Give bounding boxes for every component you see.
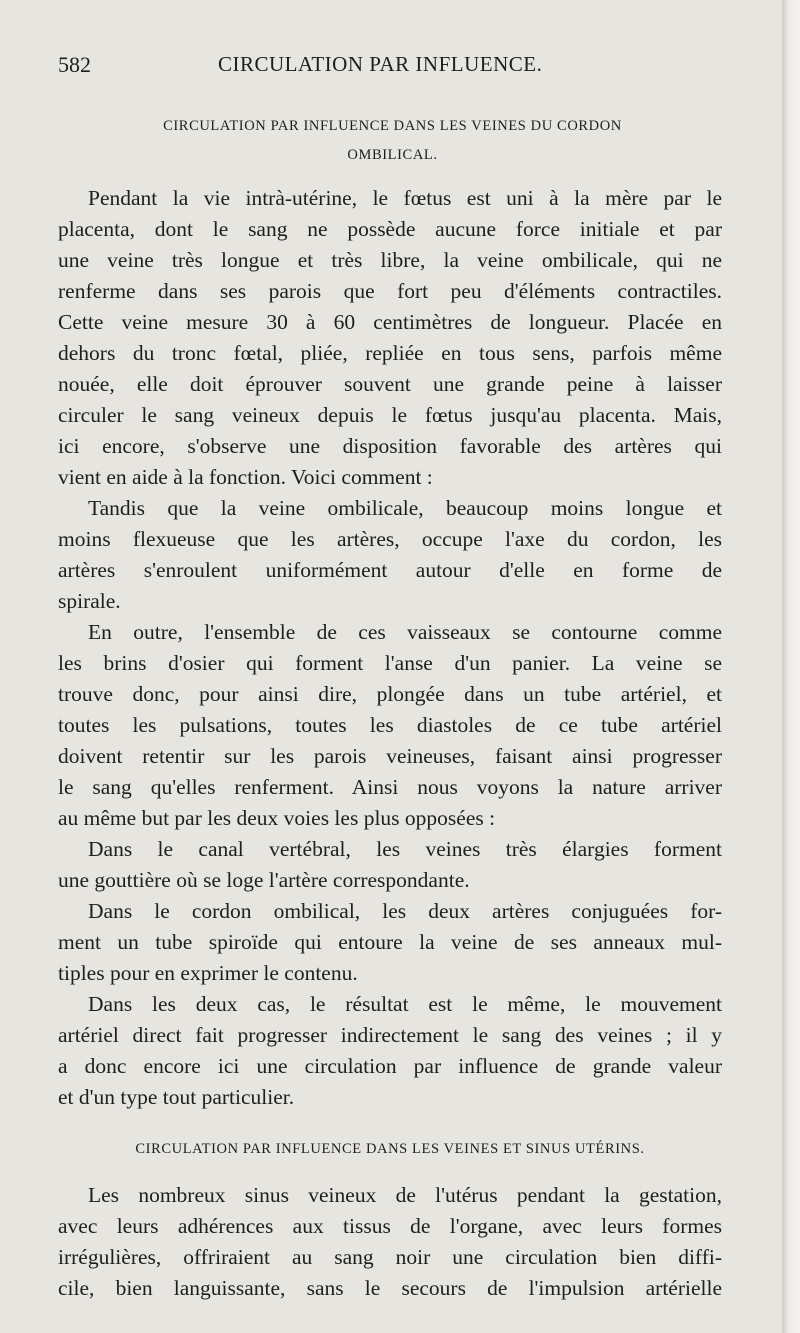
text-line: irrégulières, offriraient au sang noir une circulation bien diffi- (58, 1245, 722, 1269)
text-line: Dans le cordon ombilical, les deux artères conjuguées for- (88, 899, 722, 923)
text-line: ment un tube spiroïde qui entoure la veine de ses anneaux mul- (58, 930, 722, 954)
text-line: renferme dans ses parois que fort peu d'éléments contractiles. (58, 279, 722, 303)
text-line: dehors du tronc fœtal, pliée, repliée en tous sens, parfois même (58, 341, 722, 365)
text-line: Tandis que la veine ombilicale, beaucoup moins longue et (88, 496, 722, 520)
text-line: les brins d'osier qui forment l'anse d'un panier. La veine se (58, 651, 722, 675)
text-line: a donc encore ici une circulation par influence de grande valeur (58, 1054, 722, 1078)
text-line: au même but par les deux voies les plus opposées : (58, 806, 496, 830)
text-line: une gouttière où se loge l'artère correspondante. (58, 868, 470, 892)
text-line: spirale. (58, 589, 121, 613)
page-header (58, 52, 723, 86)
section-title-line-1: CIRCULATION PAR INFLUENCE DANS LES VEINES DU CORDON (163, 118, 622, 134)
text-line: ici encore, s'observe une disposition favorable des artères qui (58, 434, 722, 458)
text-line: une veine très longue et très libre, la veine ombilicale, qui ne (58, 248, 722, 272)
text-line: Les nombreux sinus veineux de l'utérus pendant la gestation, (88, 1183, 722, 1207)
text-line: vient en aide à la fonction. Voici comment : (58, 465, 433, 489)
text-line: circuler le sang veineux depuis le fœtus jusqu'au placenta. Mais, (58, 403, 722, 427)
text-line: doivent retentir sur les parois veineuses, faisant ainsi progresser (58, 744, 722, 768)
text-line: toutes les pulsations, toutes les diastoles de ce tube artériel (58, 713, 722, 737)
text-line: trouve donc, pour ainsi dire, plongée dans un tube artériel, et (58, 682, 722, 706)
text-line: et d'un type tout particulier. (58, 1085, 295, 1109)
page-edge (782, 0, 800, 1333)
section-title-line-2: OMBILICAL. (347, 147, 438, 163)
text-line: artériel direct fait progresser indirectement le sang des veines ; il y (58, 1023, 722, 1047)
text-line: Pendant la vie intrà-utérine, le fœtus est uni à la mère par le (88, 186, 722, 210)
text-line: moins flexueuse que les artères, occupe l'axe du cordon, les (58, 527, 722, 551)
page-number: 582 (58, 52, 91, 77)
text-line: Cette veine mesure 30 à 60 centimètres de longueur. Placée en (58, 310, 722, 334)
text-line: avec leurs adhérences aux tissus de l'organe, avec leurs formes (58, 1214, 722, 1238)
text-line: En outre, l'ensemble de ces vaisseaux se contourne comme (88, 620, 722, 644)
text-line: placenta, dont le sang ne possède aucune force initiale et par (58, 217, 722, 241)
text-line: Dans les deux cas, le résultat est le même, le mouvement (88, 992, 722, 1016)
text-line: tiples pour en exprimer le contenu. (58, 961, 358, 985)
text-line: cile, bien languissante, sans le secours de l'impulsion artérielle (58, 1276, 722, 1300)
text-line: nouée, elle doit éprouver souvent une grande peine à laisser (58, 372, 722, 396)
text-line: le sang qu'elles renferment. Ainsi nous voyons la nature arriver (58, 775, 722, 799)
text-line: artères s'enroulent uniformément autour d'elle en forme de (58, 558, 722, 582)
section-title-2: CIRCULATION PAR INFLUENCE DANS LES VEINES ET SINUS UTÉRINS. (135, 1141, 645, 1157)
running-head: CIRCULATION PAR INFLUENCE. (218, 52, 543, 76)
text-line: Dans le canal vertébral, les veines très élargies forment (88, 837, 722, 861)
